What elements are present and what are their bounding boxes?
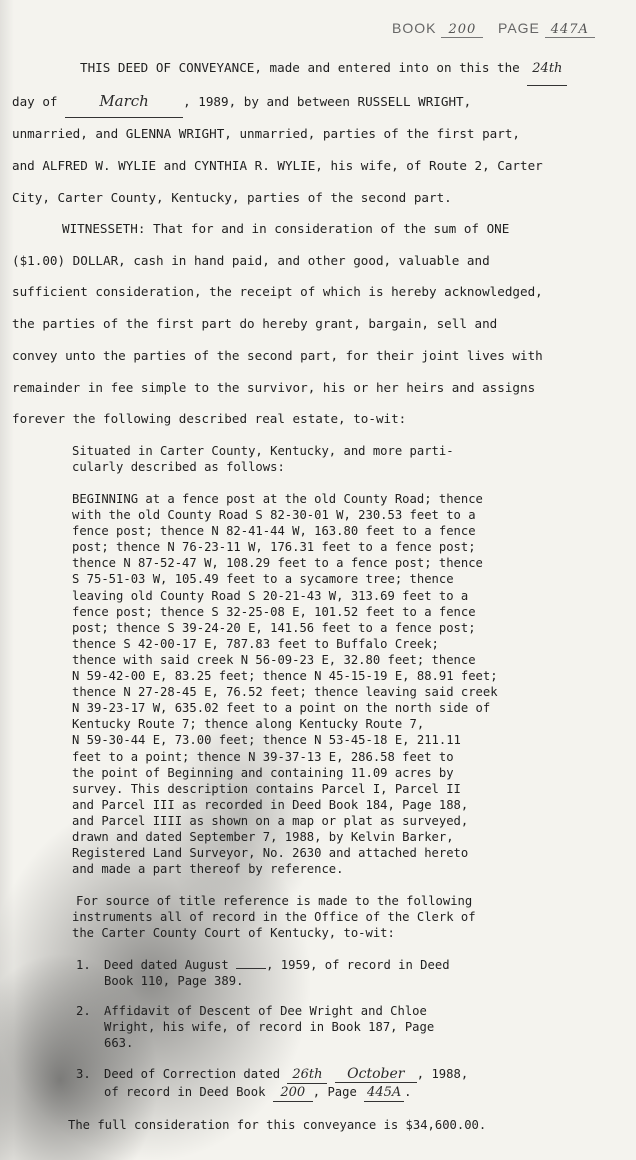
description-line: drawn and dated September 7, 1988, by Kelvin Barker, <box>72 829 454 844</box>
description-line: thence N 87-52-47 W, 108.29 feet to a fence post; thence <box>72 556 483 571</box>
instrument-1: 1. Deed dated August , 1959, of record in Deed Book 110, Page 389. <box>76 957 546 989</box>
instrument-2-line-2: Wright, his wife, of record in Book 187, Page <box>104 1020 435 1035</box>
description-line: fence post; thence N 82-41-44 W, 163.80 feet to a fence <box>72 524 476 539</box>
description-line: S 75-51-03 W, 105.49 feet to a sycamore tree; thence <box>72 572 454 587</box>
description-line: thence with said creek N 56-09-23 E, 32.80 feet; thence <box>72 652 476 667</box>
instrument-2-line-3: 663. <box>104 1036 134 1051</box>
description-line: post; thence S 39-24-20 E, 141.56 feet to a fence post; <box>72 620 476 635</box>
book-page-reference <box>392 20 612 38</box>
instrument-2-line-1: Affidavit of Descent of Dee Wright and Chloe <box>104 1004 427 1018</box>
description-line: Registered Land Surveyor, No. 2630 and attached hereto <box>72 846 469 861</box>
handwritten-correction-month: October <box>335 1066 417 1083</box>
description-line: N 59-30-44 E, 73.00 feet; thence N 53-45-18 E, 211.11 <box>72 733 461 748</box>
handwritten-correction-day: 26th <box>287 1067 327 1084</box>
witnesseth-line-7: forever the following described real estate, to-wit: <box>12 411 407 427</box>
description-line: post; thence N 76-23-11 W, 176.31 feet to a fence post; <box>72 540 476 555</box>
page-number: 447A <box>545 22 595 38</box>
legal-description <box>72 491 552 877</box>
handwritten-page-number: 445A <box>364 1085 404 1102</box>
intro-paragraph <box>12 52 612 214</box>
description-line: feet to a point; thence N 39-37-13 E, 286.58 feet to <box>72 749 454 764</box>
page-label: PAGE <box>498 20 540 36</box>
source-line-2: instruments all of record in the Office of the Clerk of <box>72 910 476 925</box>
description-line: thence S 42-00-17 E, 787.83 feet to Buffalo Creek; <box>72 636 439 651</box>
description-line: the point of Beginning and containing 11.09 acres by <box>72 765 454 780</box>
witnesseth-line-6: remainder in fee simple to the survivor, his or her heirs and assigns <box>12 379 536 395</box>
instrument-1-line-2: Book 110, Page 389. <box>104 974 244 989</box>
description-line: survey. This description contains Parcel I, Parcel II <box>72 781 461 796</box>
description-line: and Parcel IIII as shown on a map or plat as surveyed, <box>72 813 469 828</box>
source-line-1: For source of title reference is made to the following <box>76 894 473 908</box>
description-line: BEGINNING at a fence post at the old County Road; thence <box>72 492 483 506</box>
blank-day-field <box>236 968 266 969</box>
situated-block <box>72 443 552 475</box>
consideration-text: The full consideration for this conveyance is $34,600.00. <box>68 1118 487 1132</box>
description-line: with the old County Road S 82-30-01 W, 230.53 feet to a <box>72 508 476 523</box>
description-line: N 39-23-17 W, 635.02 feet to a point on the north side of <box>72 701 491 716</box>
instrument-1-text: Deed dated August <box>104 958 229 972</box>
consideration-statement <box>68 1117 568 1133</box>
book-number: 200 <box>441 22 483 38</box>
description-line: fence post; thence S 32-25-08 E, 101.52 feet to a fence <box>72 604 476 619</box>
witnesseth-line-1: WITNESSETH: That for and in consideration of the sum of ONE <box>62 221 510 236</box>
intro-line-1: THIS DEED OF CONVEYANCE, made and entered into on this the 24th <box>12 52 612 86</box>
instrument-number: 2. <box>76 1004 91 1018</box>
instrument-number: 3. <box>76 1067 91 1081</box>
instrument-2 <box>76 1003 546 1051</box>
situated-line-2: cularly described as follows: <box>72 460 285 475</box>
instrument-3: 3. Deed of Correction dated 26th October , 1988, of record in Deed Book 200 , Page 445A . <box>76 1066 546 1102</box>
intro-line-2: day of March , 1989, by and between RUSSELL WRIGHT, <box>12 86 612 119</box>
description-line: and made a part thereof by reference. <box>72 862 344 877</box>
witnesseth-line-3: sufficient consideration, the receipt of which is hereby acknowledged, <box>12 284 543 300</box>
description-line: leaving old County Road S 20-21-43 W, 313.69 feet to a <box>72 588 469 603</box>
book-label: BOOK <box>392 20 437 36</box>
handwritten-month: March <box>65 86 183 119</box>
witnesseth-paragraph <box>12 213 612 435</box>
intro-line-5: City, Carter County, Kentucky, parties of the second part. <box>12 189 452 205</box>
witnesseth-line-4: the parties of the first part do hereby grant, bargain, sell and <box>12 316 498 332</box>
intro-line-4: and ALFRED W. WYLIE and CYNTHIA R. WYLIE, his wife, of Route 2, Carter <box>12 158 543 174</box>
description-line: thence N 27-28-45 E, 76.52 feet; thence leaving said creek <box>72 685 498 700</box>
source-line-3: the Carter County Court of Kentucky, to-wit: <box>72 926 395 941</box>
handwritten-day: 24th <box>527 53 567 86</box>
witnesseth-line-2: ($1.00) DOLLAR, cash in hand paid, and other good, valuable and <box>12 252 490 268</box>
description-line: and Parcel III as recorded in Deed Book 184, Page 188, <box>72 797 469 812</box>
instrument-number: 1. <box>76 958 91 972</box>
witnesseth-line-5: convey unto the parties of the second part, for their joint lives with <box>12 347 543 363</box>
situated-line-1: Situated in Carter County, Kentucky, and more parti- <box>72 444 454 458</box>
description-line: Kentucky Route 7; thence along Kentucky Route 7, <box>72 717 425 732</box>
source-of-title <box>72 893 552 941</box>
intro-line-3: unmarried, and GLENNA WRIGHT, unmarried, parties of the first part, <box>12 126 520 142</box>
description-line: N 59-42-00 E, 83.25 feet; thence N 45-15-19 E, 88.91 feet; <box>72 669 498 684</box>
handwritten-book-number: 200 <box>273 1085 313 1102</box>
